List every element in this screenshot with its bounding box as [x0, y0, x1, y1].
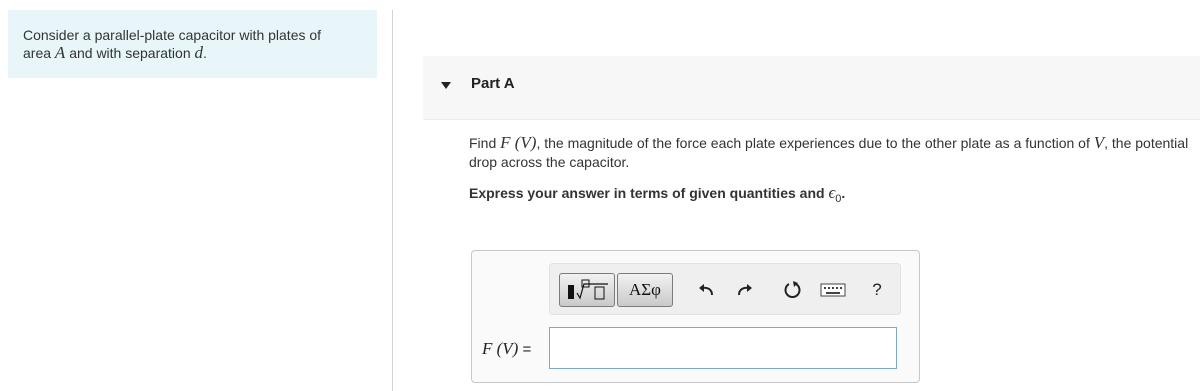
separation-variable: d: [194, 43, 204, 62]
answer-label: [482, 339, 531, 359]
keyboard-button[interactable]: [818, 277, 848, 303]
greek-symbols-button[interactable]: [617, 273, 673, 307]
greek-symbols-icon: ΑΣφ: [629, 280, 661, 299]
question-text: [469, 133, 1189, 172]
answer-input[interactable]: [549, 327, 897, 369]
templates-button[interactable]: [559, 273, 615, 307]
context-text-4: .: [203, 45, 207, 61]
context-text-2: area: [23, 45, 55, 61]
question-t2: , the magnitude of the force each plate experiences due to the other plate as a function of: [536, 135, 1094, 151]
epsilon-symbol: ϵ: [828, 183, 836, 202]
part-a-header[interactable]: [423, 56, 1200, 120]
collapse-caret-icon[interactable]: [441, 82, 451, 89]
question-t3: , the potential drop across the capacitor.: [469, 135, 1189, 170]
help-icon: ?: [872, 280, 882, 299]
instruction-text: Express your answer in terms of given quantities and: [469, 185, 829, 201]
force-expression: F (V): [500, 133, 537, 152]
help-button[interactable]: [864, 277, 890, 303]
voltage-variable: V: [1093, 133, 1105, 152]
epsilon-subscript: 0: [835, 192, 842, 205]
context-text-1: Consider a parallel-plate capacitor with plates of: [23, 27, 322, 43]
question-t1: Find: [469, 135, 501, 151]
reset-button[interactable]: [780, 277, 806, 303]
area-variable: A: [54, 43, 66, 62]
undo-button[interactable]: [693, 277, 719, 303]
redo-button[interactable]: [732, 277, 758, 303]
math-toolbar: [549, 263, 901, 315]
templates-icon: [564, 278, 610, 302]
column-divider: [392, 10, 393, 391]
keyboard-icon: [820, 282, 846, 298]
answer-label-equals: =: [518, 341, 532, 358]
context-text-3: and with separation: [65, 45, 195, 61]
problem-context: [8, 10, 377, 78]
answer-instruction: [469, 183, 845, 205]
answer-label-expr: F (V): [482, 339, 519, 358]
part-title: Part A: [471, 75, 515, 92]
redo-icon: [735, 280, 755, 300]
instruction-end: .: [841, 185, 846, 201]
reset-icon: [782, 279, 804, 301]
undo-icon: [696, 280, 716, 300]
